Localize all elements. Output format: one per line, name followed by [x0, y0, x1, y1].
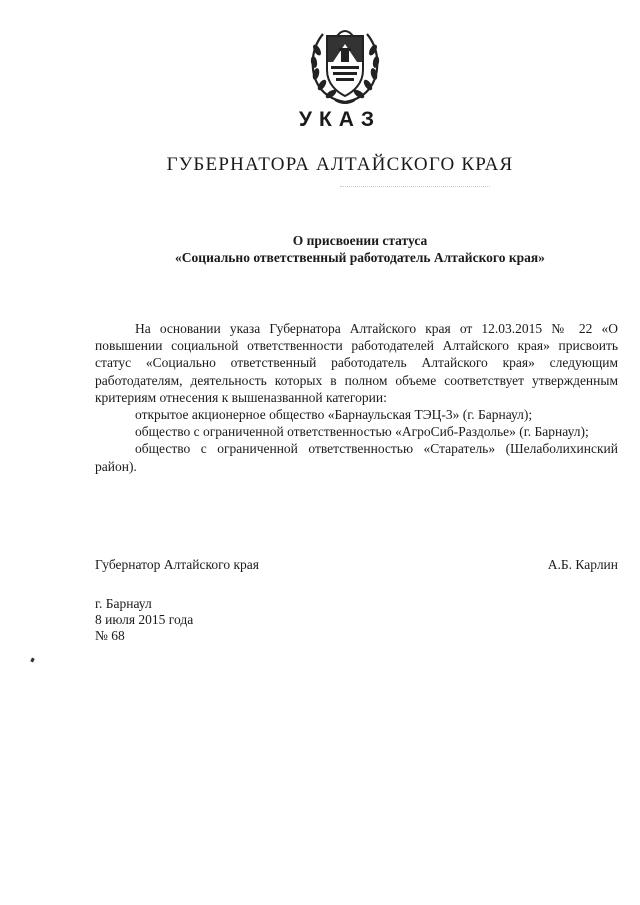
faint-stamp-line	[340, 186, 490, 188]
scan-speck	[30, 658, 34, 663]
body-list-item: общество с ограниченной ответственностью «Старатель» (Шелаболихинский район).	[95, 441, 618, 474]
subject-line-1: О присвоении статуса	[292, 233, 428, 248]
body-list-item: открытое акционерное общество «Барнаульская ТЭЦ-3» (г. Барнаул);	[135, 407, 533, 423]
signature-block	[95, 557, 618, 573]
signatory-name: А.Б. Карлин	[547, 557, 618, 572]
body-list-item: общество с ограниченной ответственностью «АгроСиб-Раздолье» (г. Барнаул);	[135, 424, 589, 440]
altai-krai-coat-of-arms-icon	[305, 22, 385, 106]
body-paragraph-main: На основании указа Губернатора Алтайского края от 12.03.2015 № 22 «О повышении социальной ответственности работодателей Алтайского края» присвоить статус «Социально ответственный работодатель Алтайского края» следующим работодателям, деятельность которых в полном объеме соответствует утвержденным критериям отнесения к вышеназванной категории:	[95, 321, 618, 405]
decree-number: № 68	[95, 628, 125, 643]
document-type-title: УКАЗ	[298, 108, 382, 131]
decree-subject	[110, 232, 610, 266]
issuer-title: ГУБЕРНАТОРА АЛТАЙСКОГО КРАЯ	[166, 154, 514, 175]
decree-date: 8 июля 2015 года	[95, 612, 194, 627]
decree-body	[95, 320, 618, 475]
place-city: г. Барнаул	[95, 596, 152, 611]
signatory-position: Губернатор Алтайского края	[95, 557, 259, 572]
place-date-number	[95, 596, 193, 644]
subject-line-2: «Социально ответственный работодатель Алтайского края»	[175, 250, 545, 265]
